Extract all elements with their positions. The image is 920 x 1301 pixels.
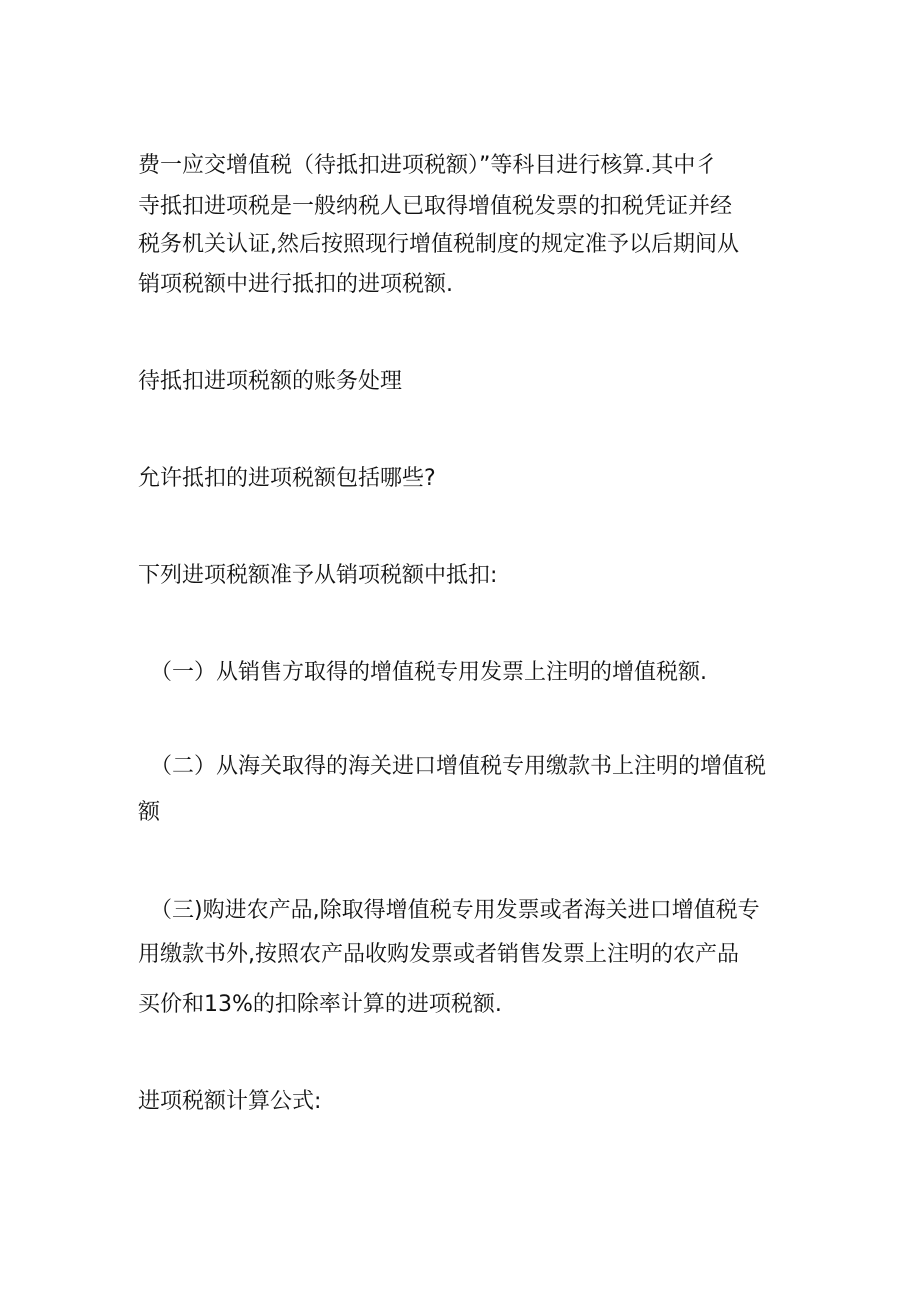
paragraph-1-line-1: 费一应交增值税（待抵扣进项税额）”等科目进行核算.其中彳 [138,153,718,178]
list-item-3-line-3: 买价和13%的扣除率计算的进项税额. [138,992,502,1017]
paragraph-1-line-2: 寺抵扣进项税是一般纳税人已取得增值税发票的扣税凭证并经 [138,194,733,219]
paragraph-1-line-3: 税务机关认证,然后按照现行增值税制度的规定准予以后期间从 [138,232,739,257]
list-item-2-line-2: 额 [138,800,161,825]
list-item-3-line-1: （三)购进农产品,除取得增值税专用发票或者海关进口增值税专 [150,898,760,923]
list-item-3-line-2: 用缴款书外,按照农产品收购发票或者销售发票上注明的农产品 [138,942,739,967]
paragraph-1-line-4: 销项税额中进行抵扣的进项税额. [138,272,453,297]
formula-label: 进项税额计算公式: [138,1089,322,1114]
section-heading: 待抵扣进项税额的账务处理 [138,369,403,394]
list-intro: 下列进项税额准予从销项税额中抵扣: [138,563,498,588]
question-text: 允许抵扣的进项税额包括哪些? [138,466,436,491]
list-item-1: （一）从销售方取得的增值税专用发票上注明的增值税额. [150,660,707,685]
list-item-2-line-1: （二）从海关取得的海关进口增值税专用缴款书上注明的增值税 [150,754,767,779]
